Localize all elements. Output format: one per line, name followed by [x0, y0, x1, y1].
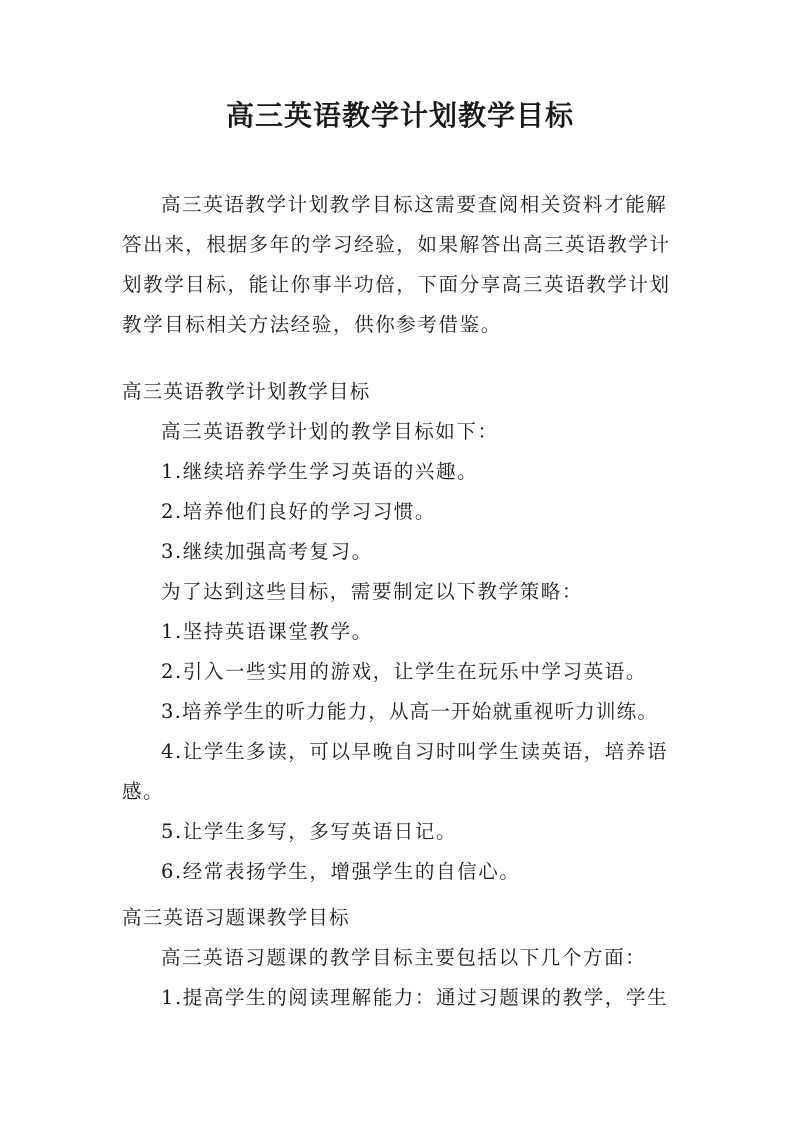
section1-strategy-1: 1.坚持英语课堂教学。: [161, 620, 373, 643]
intro-paragraph: 高三英语教学计划教学目标这需要查阅相关资料才能解答出来，根据多年的学习经验，如果解答出高三英语教学计划教学目标，能让你事半功倍，下面分享高三英语教学计划教学目标相关方法经验，供你参考借鉴。: [122, 193, 671, 336]
section1-strategy-4: 4.让学生多读，可以早晚自习时叫学生读英语，培养语感。: [122, 740, 669, 803]
document-title: 高三英语教学计划教学目标: [225, 99, 574, 132]
section1-strategy-6: 6.经常表扬学生，增强学生的自信心。: [161, 860, 521, 883]
section1-goal-2: 2.培养他们良好的学习习惯。: [161, 500, 437, 523]
section2-goal-1: 1.提高学生的阅读理解能力：通过习题课的教学，学生: [161, 986, 669, 1009]
section1-strategy-intro: 为了达到这些目标，需要制定以下教学策略：: [161, 580, 584, 603]
section1-strategy-2: 2.引入一些实用的游戏，让学生在玩乐中学习英语。: [161, 660, 648, 683]
section-heading-teaching-plan: 高三英语教学计划教学目标: [122, 380, 371, 403]
section1-goal-3: 3.继续加强高考复习。: [161, 540, 373, 563]
section1-strategy-5: 5.让学生多写，多写英语日记。: [161, 820, 458, 843]
section1-strategy-3: 3.培养学生的听力能力，从高一开始就重视听力训练。: [161, 700, 659, 723]
section1-line-1: 高三英语教学计划的教学目标如下：: [161, 420, 499, 443]
section2-line-1: 高三英语习题课的教学目标主要包括以下几个方面：: [161, 946, 647, 969]
section1-goal-1: 1.继续培养学生学习英语的兴趣。: [161, 460, 479, 483]
section-heading-exercise-class: 高三英语习题课教学目标: [122, 906, 350, 929]
